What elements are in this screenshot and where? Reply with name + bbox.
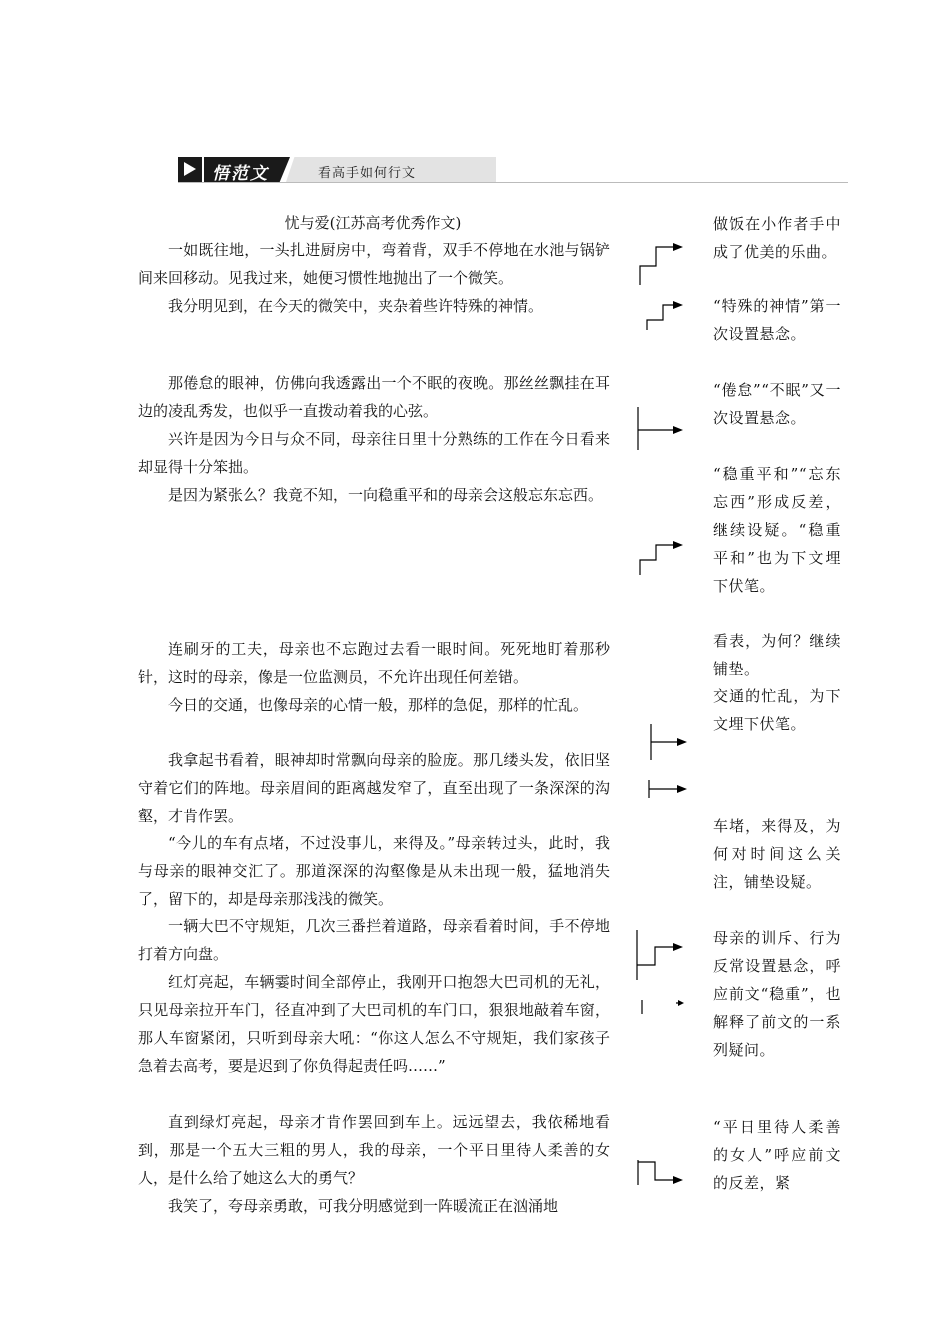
connector-arrow-5 [651, 724, 687, 760]
essay-paragraph-6: 连刷牙的工夫，母亲也不忘跑过去看一眼时间。死死地盯着那秒针，这时的母亲，像是一位监测员，不允许出现任何差错。 [138, 640, 610, 686]
annotation-connectors [630, 230, 700, 1230]
header-title: 悟范文 [212, 164, 269, 184]
essay-paragraph-2: 我分明见到，在今天的微笑中，夹杂着些许特殊的神情。 [168, 297, 544, 315]
essay-paragraph-8: 我拿起书看着，眼神却时常飘向母亲的脸庞。那几缕头发，依旧坚守着它们的阵地。母亲眉间的距离越发窄了，直至出现了一条深深的沟壑，才肯作罢。 [138, 751, 610, 825]
annotation-6: 交通的忙乱，为下文埋下伏笔。 [713, 687, 841, 733]
connector-arrow-2 [647, 301, 683, 330]
essay-paragraph-7: 今日的交通，也像母亲的心情一般，那样的急促，那样的忙乱。 [168, 696, 589, 714]
connector-arrow-7 [637, 930, 683, 980]
play-icon [178, 157, 202, 182]
connector-arrow-1 [640, 243, 683, 285]
header-subtitle: 看高手如何行文 [318, 166, 417, 181]
essay-paragraph-11: 红灯亮起，车辆霎时间全部停止，我刚开口抱怨大巴司机的无礼，只见母亲拉开车门，径直冲到了大巴司机的车门口，狠狠地敲着车窗，那人车窗紧闭，只听到母亲大吼：“你这人怎么不守规矩，我们家孩子急着去高考，要是迟到了你负得起责任吗……” [138, 973, 610, 1075]
annotation-4: “稳重平和”“忘东忘西”形成反差，继续设疑。“稳重平和”也为下文埋下伏笔。 [713, 465, 841, 595]
section-header [178, 157, 496, 182]
connector-arrow-8 [642, 1000, 684, 1014]
annotation-3: “倦怠”“不眠”又一次设置悬念。 [713, 381, 841, 427]
essay-paragraph-4: 兴许是因为今日与众不同，母亲往日里十分熟练的工作在今日看来却显得十分笨拙。 [138, 430, 610, 476]
connector-arrow-6 [649, 780, 687, 798]
header-rule [178, 182, 848, 183]
essay-paragraph-3: 那倦怠的眼神，仿佛向我透露出一个不眠的夜晚。那丝丝飘挂在耳边的凌乱秀发，也似乎一直拨动着我的心弦。 [138, 374, 610, 420]
annotation-8: 母亲的训斥、行为反常设置悬念，呼应前文“稳重”，也解释了前文的一系列疑问。 [713, 929, 841, 1059]
connector-arrow-3 [638, 407, 683, 450]
annotation-1: 做饭在小作者手中成了优美的乐曲。 [713, 215, 841, 261]
essay-paragraph-1: 一如既往地，一头扎进厨房中，弯着背，双手不停地在水池与锅铲间来回移动。见我过来，她便习惯性地抛出了一个微笑。 [138, 241, 610, 287]
connector-arrow-4 [640, 541, 683, 575]
essay-title: 忧与爱(江苏高考优秀作文) [284, 214, 462, 232]
essay-paragraph-12: 直到绿灯亮起，母亲才肯作罢回到车上。远远望去，我依稀地看到，那是一个五大三粗的男人，我的母亲，一个平日里待人柔善的女人，是什么给了她这么大的勇气？ [138, 1113, 610, 1187]
annotation-9: “平日里待人柔善的女人”呼应前文的反差，紧 [713, 1118, 841, 1192]
annotation-2: “特殊的神情”第一次设置悬念。 [713, 297, 841, 343]
connector-arrow-9 [638, 1160, 683, 1185]
annotation-5: 看表，为何？继续铺垫。 [713, 632, 841, 678]
essay-paragraph-10: 一辆大巴不守规矩，几次三番拦着道路，母亲看着时间，手不停地打着方向盘。 [138, 917, 610, 963]
annotation-7: 车堵，来得及，为何对时间这么关注，铺垫设疑。 [713, 817, 841, 891]
essay-paragraph-13: 我笑了，夸母亲勇敢，可我分明感觉到一阵暖流正在汹涌地 [168, 1197, 559, 1215]
essay-paragraph-5: 是因为紧张么？我竟不知，一向稳重平和的母亲会这般忘东忘西。 [168, 486, 604, 504]
essay-paragraph-9: “今儿的车有点堵，不过没事儿，来得及。”母亲转过头，此时，我与母亲的眼神交汇了。那道深深的沟壑像是从未出现一般，猛地消失了，留下的，却是母亲那浅浅的微笑。 [138, 834, 610, 908]
